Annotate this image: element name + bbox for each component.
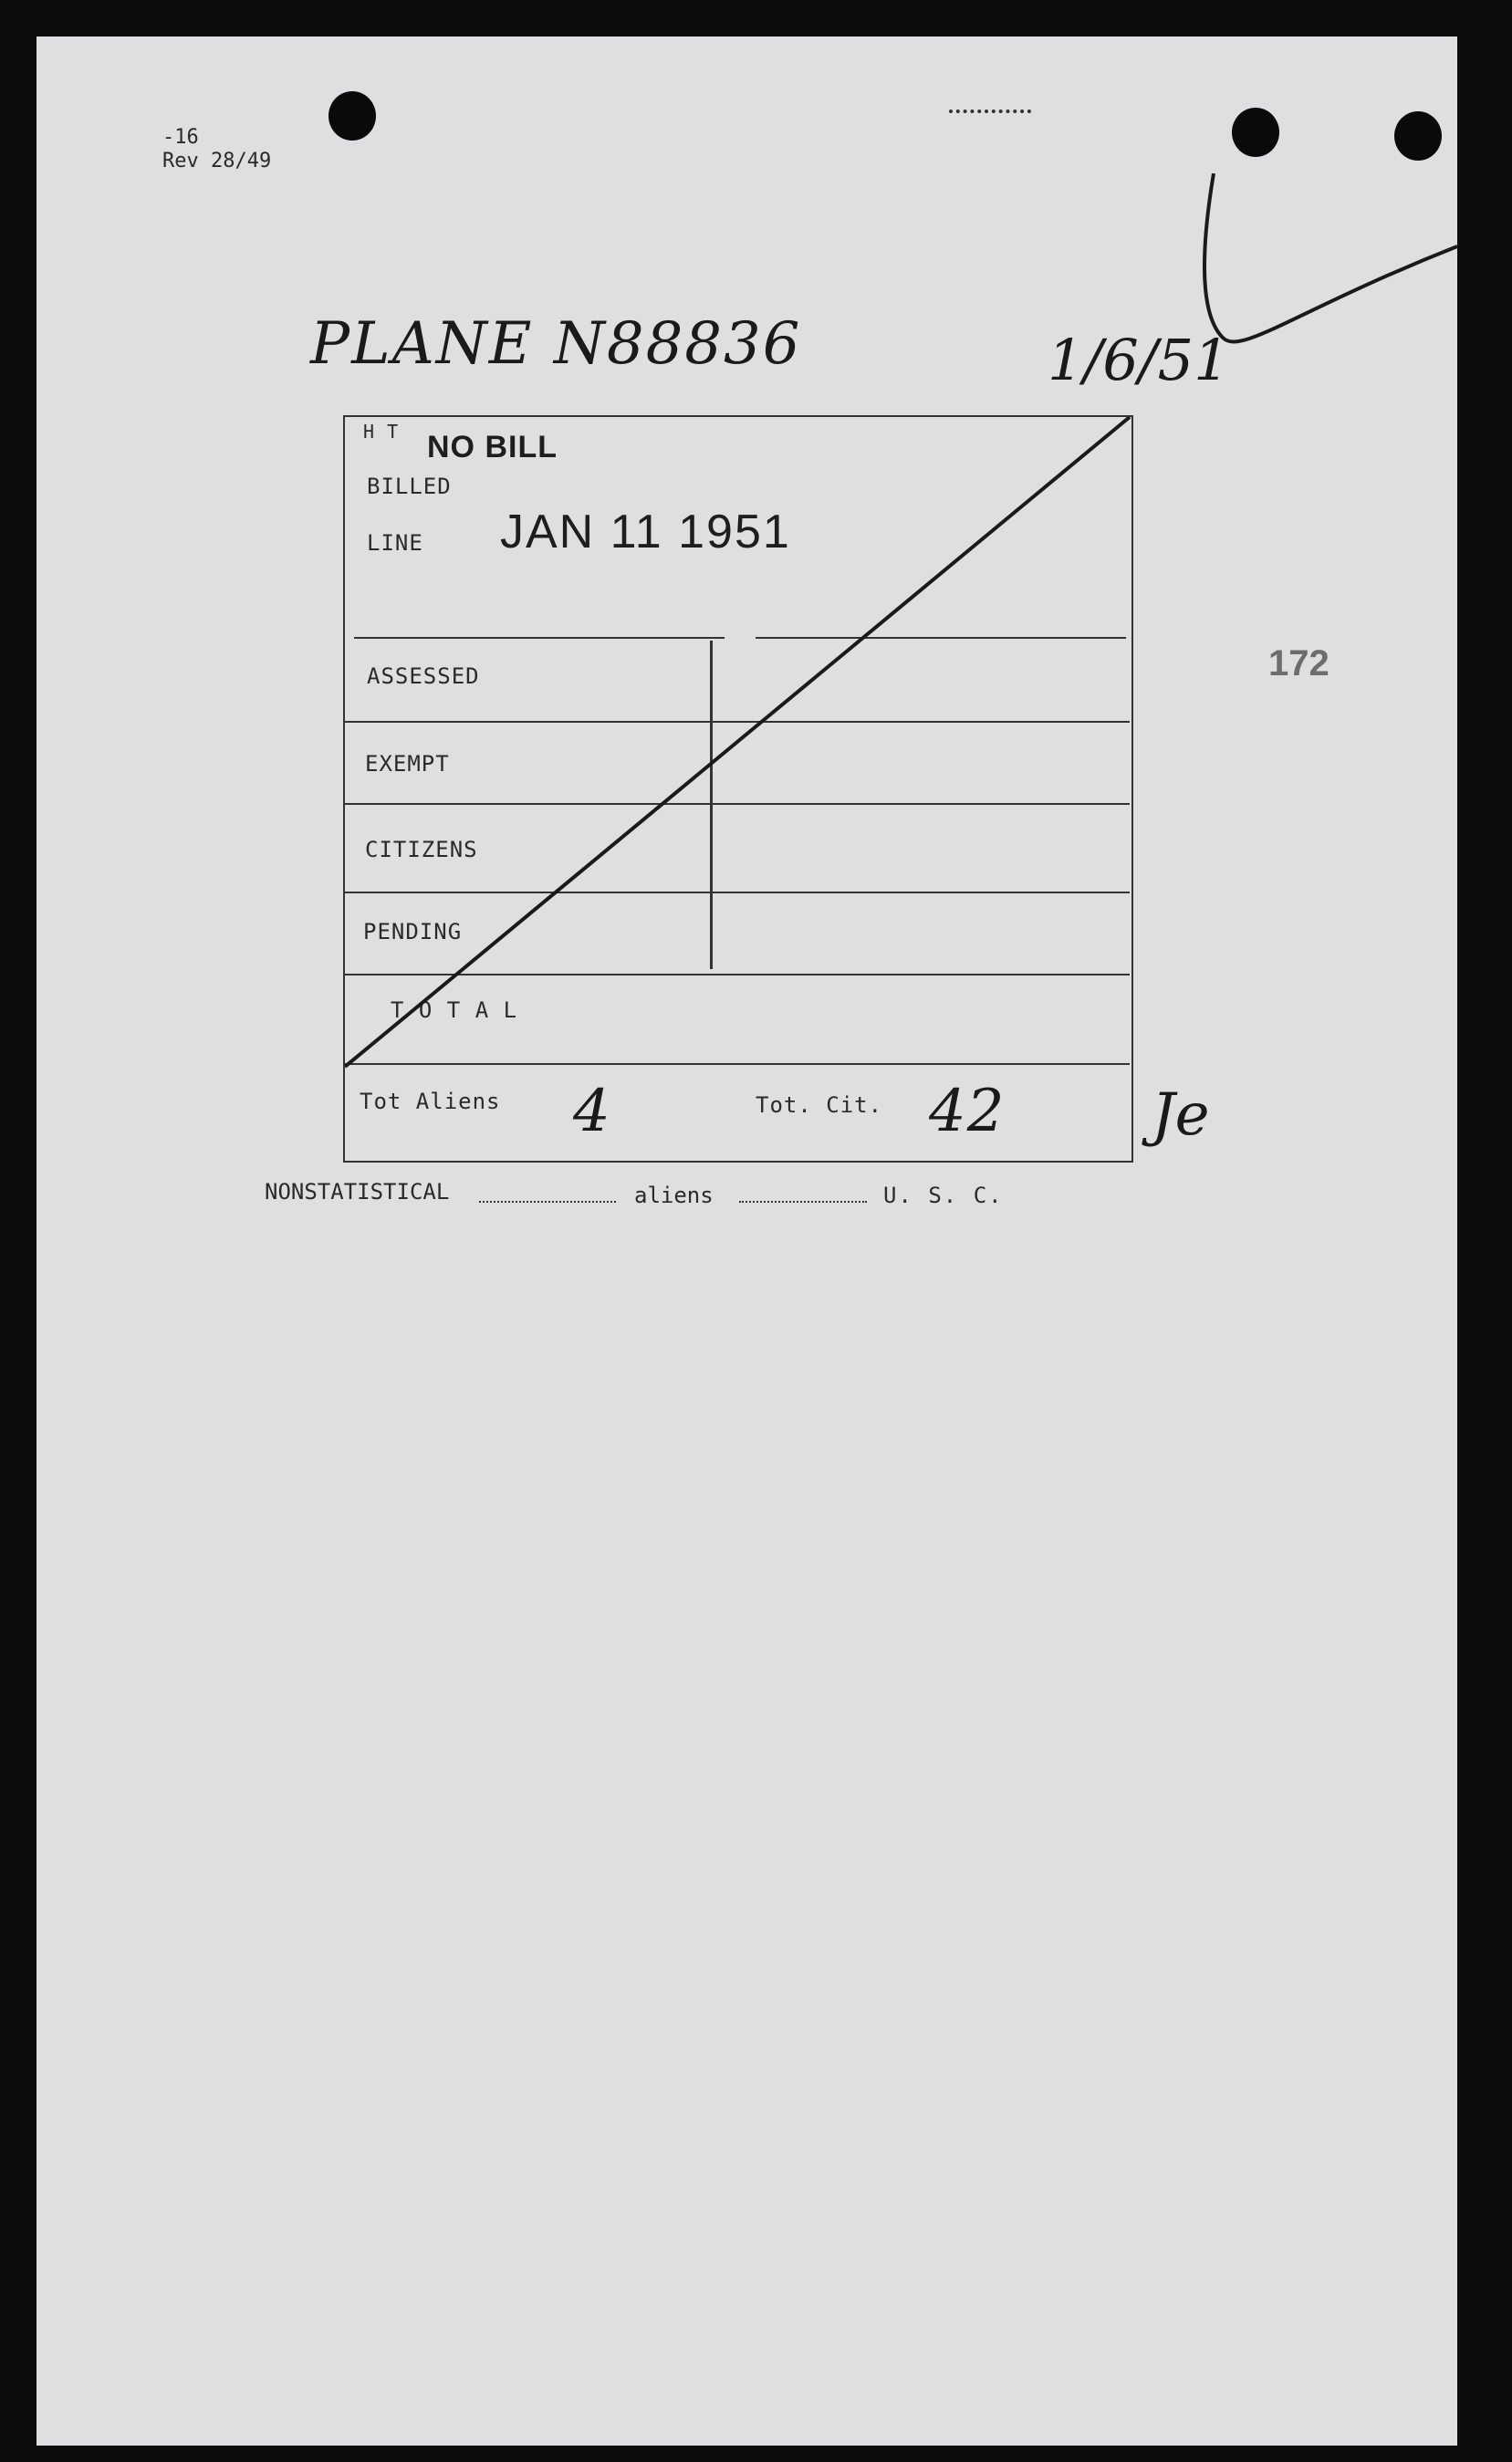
document-sheet [36,37,1457,2446]
tot-aliens-label: Tot Aliens [360,1089,501,1114]
tot-cit-label: Tot. Cit. [756,1092,883,1118]
assessed-label: ASSESSED [367,663,480,689]
nonstatistical-blank [479,1201,616,1203]
tot-aliens-value: 4 [573,1078,611,1145]
handwritten-date: 1/6/51 [1048,327,1230,393]
punch-hole-right [1394,111,1442,161]
page-number: 172 [1268,643,1330,683]
exempt-label: EXEMPT [365,751,450,777]
pending-label: PENDING [363,919,463,944]
check-mark-icon [1186,173,1460,383]
plane-number: PLANE N88836 [310,310,802,378]
total-label: T O T A L [391,997,518,1023]
punch-hole-left [328,91,376,141]
nonstatistical-label: NONSTATISTICAL [265,1179,450,1205]
aliens-label: aliens [634,1183,714,1208]
tally-box [343,415,1133,1163]
date-stamp: JAN 11 1951 [500,506,791,558]
form-id [162,126,271,173]
punch-hole-middle [1232,108,1279,157]
tot-cit-value: 42 [929,1078,1006,1145]
no-bill-stamp: NO BILL [427,430,558,464]
ht-label: H T [363,421,400,443]
cancel-diagonal-line [345,417,1131,1161]
initials: Je [1152,1081,1210,1149]
line-label: LINE [367,530,423,556]
billed-label: BILLED [367,474,452,499]
aliens-blank [739,1201,867,1203]
usc-label: U. S. C. [883,1183,1004,1208]
citizens-label: CITIZENS [365,837,478,862]
form-revision: Rev 28/49 [162,150,272,172]
form-number: -16 [162,126,199,149]
scan-mark [949,110,1031,113]
